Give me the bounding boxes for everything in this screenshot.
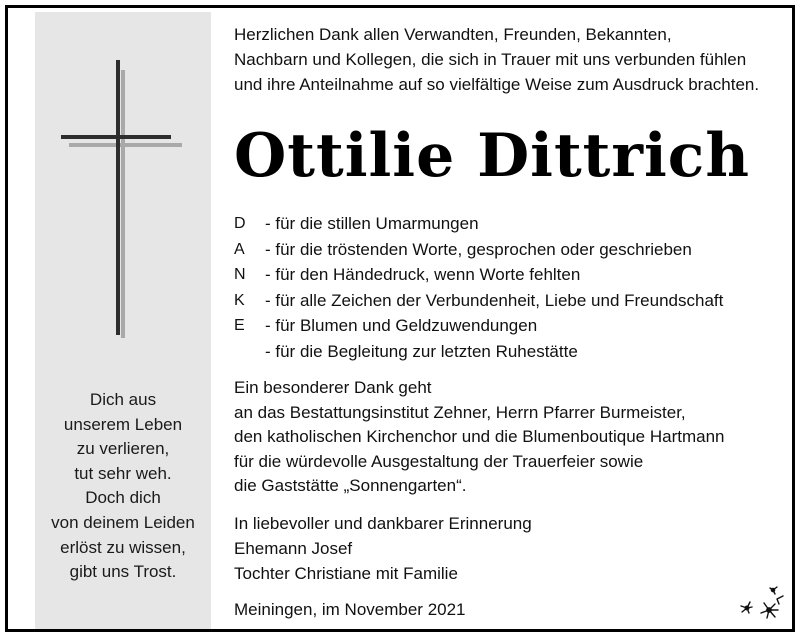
cross-icon [35,12,211,352]
danke-letter: D [234,215,246,232]
danke-letter: E [234,317,245,335]
danke-acrostic [234,211,254,339]
thanks-line: an das Bestattungsinstitut Zehner, Herrn Pfarrer Burmeister, [234,402,686,422]
poem-line: tut sehr weh. [74,463,172,483]
signatory-line: Tochter Christiane mit Familie [234,564,458,583]
signatories [234,511,794,586]
intro-line: und ihre Anteilnahme auf so vielfältige Weise zum Ausdruck brachten. [234,75,760,94]
danke-item: - für die tröstenden Worte, gesprochen oder geschrieben [265,239,692,259]
poem-line: erlöst zu wissen, [60,537,186,557]
poem-line: gibt uns Trost. [69,562,177,582]
sidebar-panel [35,12,211,630]
flower-icon [733,584,793,624]
intro-line: Nachbarn und Kollegen, die sich in Trauer mit uns verbunden fühlen [234,50,747,69]
poem [35,388,211,585]
intro-line: Herzlichen Dank allen Verwandten, Freunden, Bekannten, [234,25,672,44]
danke-item: - für die stillen Umarmungen [265,214,479,233]
deceased-name: Ottilie Dittrich [234,121,750,191]
poem-line: von deinem Leiden [51,512,195,532]
poem-line: unserem Leben [63,414,183,434]
obituary-card [5,5,795,632]
thanks-line: Ein besonderer Dank geht [234,378,432,397]
signatory-line: In liebevoller und dankbarer Erinnerung [234,514,532,533]
poem-line: zu verlieren, [76,439,170,459]
danke-letter: A [234,240,245,258]
thanks-line: für die würdevolle Ausgestaltung der Trauerfeier sowie [234,451,644,471]
thanks-line: den katholischen Kirchenchor und die Blumenboutique Hartmann [234,427,725,447]
signatory-line: Ehemann Josef [234,539,353,558]
danke-item: - für alle Zeichen der Verbundenheit, Liebe und Freundschaft [265,290,724,310]
special-thanks [234,376,794,499]
danke-item: - für die Begleitung zur letzten Ruhestätte [265,341,578,361]
poem-line: Doch dich [85,488,161,508]
poem-line: Dich aus [89,390,157,409]
danke-item: - für den Händedruck, wenn Worte fehlten [265,265,581,285]
intro-text [234,22,794,97]
place-date: Meiningen, im November 2021 [234,600,466,619]
danke-letter: N [234,266,246,284]
thanks-line: die Gaststätte „Sonnengarten“. [234,476,467,496]
danke-letter: K [234,291,245,309]
danke-item: - für Blumen und Geldzuwendungen [265,316,538,336]
danke-list [265,211,785,365]
